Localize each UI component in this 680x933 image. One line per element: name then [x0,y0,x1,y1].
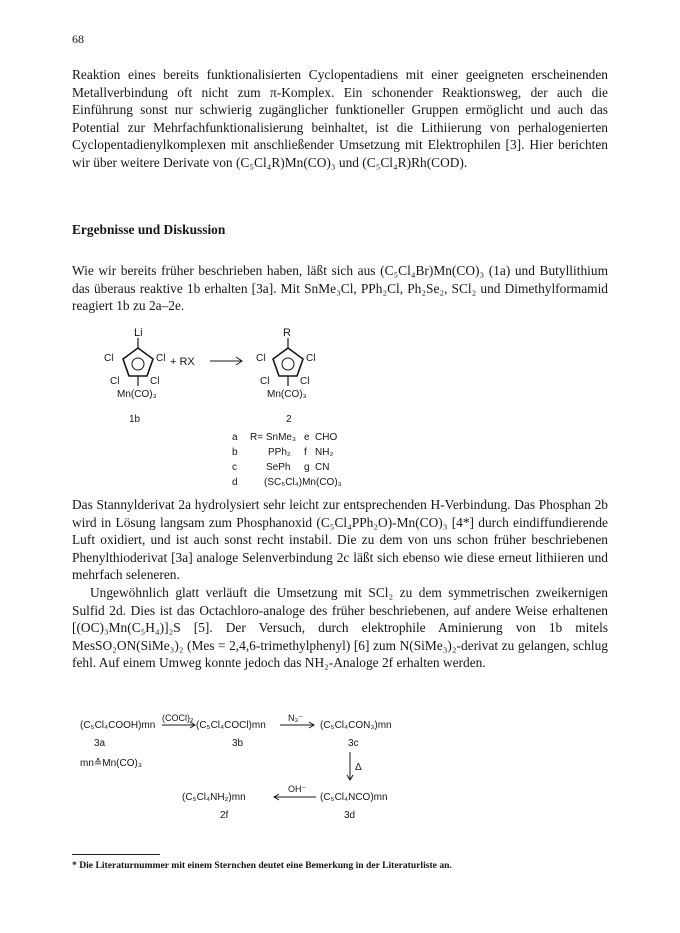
footnote-rule [72,854,160,855]
substituent-value: PPh₂ [268,447,291,458]
reagent-heat: Δ [355,762,362,773]
substituent-key: e [304,432,310,443]
cl-label: Cl [256,353,266,364]
reagent-label: + RX [170,356,195,368]
reactant-substituent: Li [134,327,143,339]
page-number: 68 [72,32,84,46]
compound-3d: (C₅Cl₄NCO)mn [320,792,388,803]
discussion-paragraph-1: Das Stannylderivat 2a hydrolysiert sehr leicht zur entsprechenden H-Verbindung. Das Phosphan 2b wird in Lösung langsam zum Phosphanoxid (C₅Cl₄PPh₂O)-Mn(CO)₃ [4*] durch eindiffundierende Luft oxidiert, und ist auch sonst recht instabil. Die zu dem von uns schon früher beschriebenen Phenylthioderivat [3a] analoge Selenverbindung 2c läßt sich ebenso wie diese erneut lithiieren und mehrfach seleneren. [72,497,608,583]
cl-label: Cl [260,376,270,387]
product-structure [256,327,315,425]
product-substituent: R [283,327,291,339]
substituent-key: d [232,477,238,488]
compound-2f: (C₅Cl₄NH₂)mn [182,792,246,803]
metal-fragment: Mn(CO)₃ [267,389,307,400]
reactant-label: 1b [129,414,141,425]
intro-paragraph: Reaktion eines bereits funktionalisierten Cyclopentadiens mit einer geeigneten erscheinenden Metallverbindung oft nicht zum π-Komplex. Ein schonender Reaktionsweg, der auch die Einführung sonst nur schwierig zugänglicher funktioneller Gruppen ermöglicht und auch das Potential zur Mehrfachfunktionalisierung beinhaltet, ist die Lithiierung von perhalogenierten Cyclopentadienylkomplexen mit anschließender Umsetzung mit Elektrophilen [3]. Hier berichten wir über weitere Derivate von (C₅Cl₄R)Mn(CO)₃ und (C₅Cl₄R)Rh(COD). [72,67,608,170]
cl-label: Cl [300,376,310,387]
compound-3c: (C₅Cl₄CON₃)mn [320,720,392,731]
footnote: * Die Literaturnummer mit einem Sternchen deutet eine Bemerkung in der Literaturliste an. [72,860,452,871]
label-3c: 3c [348,738,359,749]
discussion-paragraph-2: Ungewöhnlich glatt verläuft die Umsetzung mit SCl₂ zu dem symmetrischen zweikernigen Sulfid 2d. Dies ist das Octachloro-analoge des früher beschriebenen, auf andere Weise erhaltenen [(OC)₃Mn(C₅H₄)]₂S [5]. Der Versuch, durch elektrophile Aminierung von 1b mitels MesSO₂ON(SiMe₃)₂ (Mes = 2,4,6-trimethylphenyl) [6] zum N(SiMe₃)₂-derivat zu gelangen, schlug fehl. Auf einem Umweg konnte jedoch das NH₂-Analoge 2f erhalten werden. [72,585,608,671]
label-3a: 3a [94,738,106,749]
label-3b: 3b [232,738,244,749]
cl-label: Cl [156,353,166,364]
metal-fragment: Mn(CO)₃ [117,389,157,400]
cl-label: Cl [306,353,316,364]
label-2f: 2f [220,810,229,821]
results-paragraph: Wie wir bereits früher beschrieben haben, läßt sich aus (C₅Cl₄Br)Mn(CO)₃ (1a) und Butyllithium das überaus reaktive 1b erhalten [3a]. Mit SnMe₃Cl, PPh₂Cl, Ph₂Se₂, SCl₂ und Dimethylformamid reagiert 1b zu 2a–2e. [72,263,608,314]
substituent-key: b [232,447,238,458]
substituent-value: SePh [266,462,291,473]
reaction-scheme-1 [100,318,520,493]
compound-3a: (C₅Cl₄COOH)mn [80,720,156,731]
reagent-azide: N₃⁻ [288,713,303,723]
substituent-key: c [232,462,237,473]
reactant-structure [104,327,165,425]
substituent-value: NH₂ [315,447,334,458]
label-3d: 3d [344,810,356,821]
cl-label: Cl [110,376,120,387]
arrow-4 [274,794,316,800]
mn-definition: mn≙Mn(CO)₃ [80,758,142,769]
arrow-3 [347,752,353,780]
substituent-table [232,432,342,488]
cl-label: Cl [150,376,160,387]
reaction-scheme-2 [80,700,520,840]
substituent-value: (SC₅Cl₄)Mn(CO)₃ [264,477,342,488]
reagent-hydroxide: OH⁻ [288,784,307,794]
reaction-arrow [210,357,242,365]
cl-label: Cl [104,353,114,364]
substituent-key: a [232,432,238,443]
substituent-value: CN [315,462,330,473]
product-label: 2 [286,414,292,425]
substituent-value: CHO [315,432,338,443]
compound-3b: (C₅Cl₄COCl)mn [196,720,266,731]
section-heading: Ergebnisse und Diskussion [72,222,226,237]
reagent-oxalyl-chloride: (COCl)₂ [162,713,194,723]
substituent-key: f [304,447,307,458]
substituent-value: R= SnMe₃ [250,432,297,443]
substituent-key: g [304,462,310,473]
